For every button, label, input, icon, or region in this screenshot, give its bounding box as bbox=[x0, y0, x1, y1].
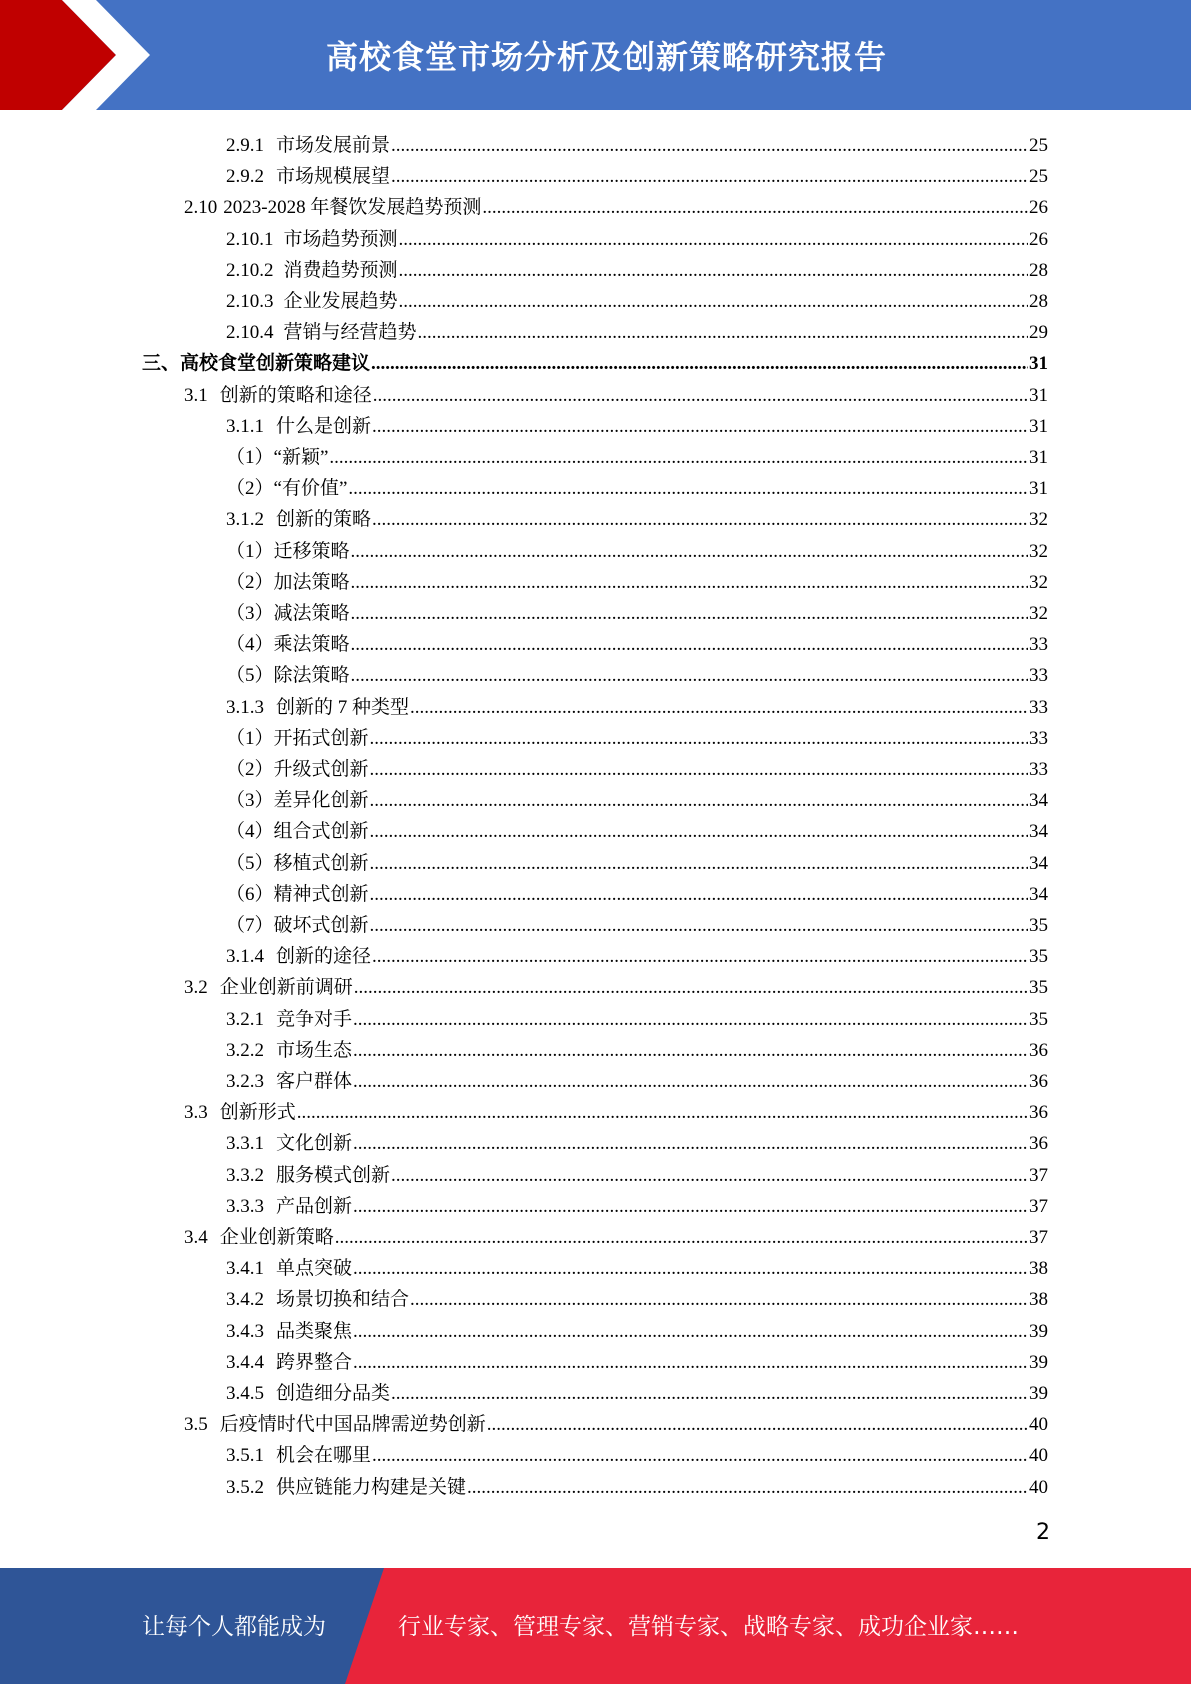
toc-entry-title: “有价值” bbox=[273, 478, 348, 500]
toc-dot-leader bbox=[372, 1445, 1028, 1467]
toc-dot-leader bbox=[391, 135, 1028, 157]
toc-entry-page: 26 bbox=[1029, 228, 1048, 250]
toc-entry-title: 创新的途径 bbox=[276, 946, 372, 968]
toc-entry-title: 市场规模展望 bbox=[276, 166, 391, 188]
toc-entry-number: 3.4.3 bbox=[226, 1320, 264, 1342]
toc-entry-page: 33 bbox=[1029, 727, 1048, 749]
toc-entry[interactable] bbox=[226, 906, 1048, 937]
toc-entry-title: 什么是创新 bbox=[276, 415, 372, 437]
toc-entry-page: 32 bbox=[1029, 571, 1048, 593]
toc-entry-number: （2） bbox=[226, 571, 274, 593]
toc-entry-page: 25 bbox=[1029, 166, 1048, 188]
toc-dot-leader bbox=[353, 1040, 1028, 1062]
toc-entry-number: 3.4 bbox=[184, 1227, 208, 1248]
toc-entry-title: 升级式创新 bbox=[273, 759, 369, 780]
toc-entry-title: 开拓式创新 bbox=[273, 727, 369, 749]
toc-entry[interactable] bbox=[226, 1312, 1048, 1343]
toc-dot-leader bbox=[391, 1383, 1028, 1405]
toc-entry-page: 33 bbox=[1029, 759, 1048, 780]
toc-dot-leader bbox=[410, 697, 1028, 719]
toc-entry-title: 机会在哪里 bbox=[276, 1445, 372, 1467]
toc-dot-leader bbox=[329, 447, 1028, 469]
toc-entry-number: 3.2.1 bbox=[226, 1008, 264, 1030]
toc-entry-title: 产品创新 bbox=[276, 1195, 353, 1217]
toc-entry-number: （2） bbox=[226, 478, 274, 500]
toc-entry-page: 29 bbox=[1029, 322, 1048, 344]
toc-dot-leader bbox=[373, 385, 1028, 407]
toc-dot-leader bbox=[418, 322, 1028, 344]
toc-entry-number: 3.4.2 bbox=[226, 1289, 264, 1311]
toc-entry-title: 高校食堂创新策略建议 bbox=[180, 353, 371, 375]
toc-entry[interactable] bbox=[226, 1468, 1048, 1499]
toc-entry-title: 企业发展趋势 bbox=[283, 291, 398, 312]
toc-entry-number: 3.1.4 bbox=[226, 946, 264, 968]
toc-entry-title: 创新的策略 bbox=[276, 509, 372, 531]
toc-entry[interactable] bbox=[226, 1343, 1048, 1374]
toc-entry-number: 3.3.2 bbox=[226, 1164, 264, 1186]
toc-entry[interactable] bbox=[226, 1280, 1048, 1311]
toc-dot-leader bbox=[410, 1289, 1028, 1311]
toc-entry-page: 40 bbox=[1029, 1476, 1048, 1498]
toc-entry-number: 3.3 bbox=[184, 1102, 208, 1124]
toc-entry-page: 28 bbox=[1029, 259, 1048, 281]
toc-entry[interactable] bbox=[226, 563, 1048, 594]
toc-entry-page: 37 bbox=[1029, 1164, 1048, 1186]
toc-entry-page: 35 bbox=[1029, 977, 1048, 999]
toc-dot-leader bbox=[335, 1227, 1028, 1249]
toc-dot-leader bbox=[370, 884, 1028, 906]
toc-dot-leader bbox=[351, 634, 1028, 656]
toc-entry[interactable] bbox=[184, 1405, 1048, 1436]
toc-dot-leader bbox=[370, 915, 1028, 937]
toc-entry-number: 2.9.2 bbox=[226, 166, 264, 188]
toc-entry-title: “新颖” bbox=[273, 447, 329, 468]
toc-dot-leader bbox=[353, 1071, 1028, 1093]
toc-entry-number: （3） bbox=[226, 603, 274, 624]
toc-entry[interactable] bbox=[226, 1000, 1048, 1031]
toc-entry-number: （4） bbox=[226, 821, 274, 843]
toc-entry-page: 38 bbox=[1029, 1258, 1048, 1280]
toc-entry-page: 35 bbox=[1029, 1008, 1048, 1030]
toc-entry[interactable] bbox=[226, 656, 1048, 687]
toc-entry-page: 36 bbox=[1029, 1071, 1048, 1092]
toc-dot-leader bbox=[370, 759, 1028, 781]
toc-dot-leader bbox=[399, 260, 1028, 282]
toc-entry-number: 3.3.1 bbox=[226, 1133, 264, 1155]
toc-dot-leader bbox=[351, 665, 1028, 687]
toc-entry-title: 创新形式 bbox=[219, 1102, 296, 1124]
toc-entry-title: 市场发展前景 bbox=[276, 135, 391, 156]
toc-entry-title: 创新的 7 种类型 bbox=[276, 696, 410, 718]
toc-entry[interactable] bbox=[226, 594, 1048, 625]
toc-entry-number: 2.10.1 bbox=[226, 228, 274, 250]
toc-dot-leader bbox=[353, 1133, 1028, 1155]
footer-slogan-right: 行业专家、管理专家、营销专家、战略专家、成功企业家…… bbox=[398, 1614, 1019, 1640]
toc-entry-title: 文化创新 bbox=[276, 1133, 353, 1155]
toc-entry-title: 企业创新策略 bbox=[219, 1227, 334, 1248]
toc-entry[interactable] bbox=[226, 812, 1048, 843]
toc-dot-leader bbox=[351, 572, 1028, 594]
toc-entry[interactable] bbox=[184, 376, 1048, 407]
toc-entry-title: 乘法策略 bbox=[273, 634, 350, 656]
toc-entry[interactable] bbox=[226, 126, 1048, 157]
toc-dot-leader bbox=[370, 853, 1028, 875]
toc-entry-number: 3.5.1 bbox=[226, 1445, 264, 1467]
toc-entry[interactable] bbox=[226, 1249, 1048, 1280]
toc-entry[interactable] bbox=[226, 688, 1048, 719]
toc-entry-title: 组合式创新 bbox=[273, 821, 369, 843]
toc-entry[interactable] bbox=[226, 750, 1048, 781]
toc-entry-page: 39 bbox=[1029, 1320, 1048, 1342]
toc-entry-title: 跨界整合 bbox=[276, 1351, 353, 1373]
toc-entry-number: （4） bbox=[226, 634, 274, 656]
toc-entry-number: 3.1.3 bbox=[226, 696, 264, 718]
toc-entry-page: 31 bbox=[1029, 415, 1048, 437]
toc-entry[interactable] bbox=[226, 500, 1048, 531]
toc-entry-number: 2.9.1 bbox=[226, 135, 264, 156]
toc-entry-number: （3） bbox=[226, 790, 274, 812]
toc-entry[interactable] bbox=[226, 313, 1048, 344]
toc-entry-number: 3.2.3 bbox=[226, 1071, 264, 1092]
toc-entry-title: 市场趋势预测 bbox=[283, 228, 398, 250]
toc-dot-leader bbox=[351, 541, 1028, 563]
toc-entry-page: 32 bbox=[1029, 603, 1048, 624]
header-banner bbox=[0, 0, 1191, 110]
toc-entry[interactable] bbox=[226, 469, 1048, 500]
toc-dot-leader bbox=[353, 1196, 1028, 1218]
toc-entry-number: 2.10.2 bbox=[226, 259, 274, 281]
toc-entry[interactable] bbox=[226, 719, 1048, 750]
toc-entry-page: 31 bbox=[1029, 353, 1048, 375]
toc-entry[interactable] bbox=[226, 532, 1048, 563]
toc-entry-page: 33 bbox=[1029, 634, 1048, 656]
report-title: 高校食堂市场分析及创新策略研究报告 bbox=[325, 38, 887, 76]
toc-entry[interactable] bbox=[226, 157, 1048, 188]
toc-entry-page: 36 bbox=[1029, 1102, 1048, 1124]
toc-entry-page: 35 bbox=[1029, 915, 1048, 936]
toc-entry-number: （7） bbox=[226, 915, 274, 936]
toc-entry-number: 2.10.3 bbox=[226, 291, 274, 312]
toc-dot-leader bbox=[353, 1352, 1028, 1374]
toc-entry-page: 34 bbox=[1029, 883, 1048, 905]
toc-dot-leader bbox=[371, 353, 1028, 375]
toc-entry-page: 26 bbox=[1029, 197, 1048, 219]
toc-entry[interactable] bbox=[184, 1218, 1048, 1249]
toc-dot-leader bbox=[297, 1102, 1028, 1124]
toc-entry-page: 36 bbox=[1029, 1039, 1048, 1061]
toc-entry-title: 移植式创新 bbox=[273, 852, 369, 874]
toc-entry-title: 营销与经营趋势 bbox=[283, 322, 417, 344]
toc-dot-leader bbox=[353, 1009, 1028, 1031]
toc-entry-page: 33 bbox=[1029, 696, 1048, 718]
toc-dot-leader bbox=[372, 416, 1028, 438]
toc-entry-page: 39 bbox=[1029, 1383, 1048, 1404]
toc-entry[interactable] bbox=[226, 1124, 1048, 1155]
toc-dot-leader bbox=[370, 821, 1028, 843]
toc-dot-leader bbox=[353, 1258, 1028, 1280]
toc-entry-number: 2.10 bbox=[184, 197, 218, 219]
toc-entry-number: 3.2.2 bbox=[226, 1039, 264, 1061]
toc-entry[interactable] bbox=[226, 875, 1048, 906]
toc-entry-page: 40 bbox=[1029, 1414, 1048, 1436]
footer-banner bbox=[0, 1568, 1191, 1684]
toc-entry-number: 3.4.5 bbox=[226, 1383, 264, 1404]
toc-entry[interactable] bbox=[184, 968, 1048, 999]
toc-entry-number: 3.1.1 bbox=[226, 415, 264, 437]
toc-dot-leader bbox=[467, 1477, 1028, 1499]
toc-entry-page: 39 bbox=[1029, 1351, 1048, 1373]
toc-entry-number: （1） bbox=[226, 540, 274, 562]
toc-entry-number: （2） bbox=[226, 759, 274, 780]
toc-entry[interactable] bbox=[226, 1436, 1048, 1467]
toc-entry[interactable] bbox=[226, 1031, 1048, 1062]
toc-entry-number: 3.1.2 bbox=[226, 509, 264, 531]
toc-entry-title: 企业创新前调研 bbox=[219, 977, 353, 999]
toc-entry-number: （5） bbox=[226, 665, 274, 687]
toc-entry-title: 创新的策略和途径 bbox=[219, 384, 372, 406]
toc-entry[interactable] bbox=[226, 1374, 1048, 1405]
toc-entry[interactable] bbox=[226, 438, 1048, 469]
toc-entry[interactable] bbox=[226, 407, 1048, 438]
page-number: 2 bbox=[1036, 1520, 1050, 1545]
toc-entry-page: 34 bbox=[1029, 852, 1048, 874]
toc-entry-title: 市场生态 bbox=[276, 1039, 353, 1061]
toc-entry[interactable] bbox=[226, 251, 1048, 282]
toc-entry-title: 供应链能力构建是关键 bbox=[276, 1476, 467, 1498]
toc-entry-title: 减法策略 bbox=[273, 603, 350, 624]
toc-dot-leader bbox=[372, 946, 1028, 968]
toc-entry-number: （1） bbox=[226, 727, 274, 749]
toc-entry-number: 2.10.4 bbox=[226, 322, 274, 344]
toc-entry-page: 35 bbox=[1029, 946, 1048, 968]
toc-entry-title: 品类聚焦 bbox=[276, 1320, 353, 1342]
toc-entry-page: 33 bbox=[1029, 665, 1048, 687]
toc-entry-title: 服务模式创新 bbox=[276, 1164, 391, 1186]
toc-dot-leader bbox=[348, 478, 1028, 500]
toc-entry-page: 31 bbox=[1029, 478, 1048, 500]
toc-entry-page: 34 bbox=[1029, 790, 1048, 812]
toc-entry-number: 3.4.1 bbox=[226, 1258, 264, 1280]
toc-dot-leader bbox=[391, 1165, 1028, 1187]
toc-entry-page: 37 bbox=[1029, 1195, 1048, 1217]
toc-dot-leader bbox=[354, 977, 1028, 999]
toc-entry-title: 消费趋势预测 bbox=[283, 259, 398, 281]
toc-entry-page: 31 bbox=[1029, 447, 1048, 468]
toc-entry-number: 3.5.2 bbox=[226, 1476, 264, 1498]
footer-slogan-left: 让每个人都能成为 bbox=[142, 1614, 326, 1640]
toc-entry-page: 31 bbox=[1029, 384, 1048, 406]
toc-entry-number: 3.4.4 bbox=[226, 1351, 264, 1373]
toc-dot-leader bbox=[372, 509, 1028, 531]
toc-entry[interactable] bbox=[226, 282, 1048, 313]
toc-dot-leader bbox=[351, 603, 1028, 625]
toc-entry-title: 客户群体 bbox=[276, 1071, 353, 1092]
toc-dot-leader bbox=[399, 229, 1028, 251]
toc-entry-number: 3.2 bbox=[184, 977, 208, 999]
toc-entry-page: 32 bbox=[1029, 509, 1048, 531]
toc-entry-number: 3.1 bbox=[184, 384, 208, 406]
toc-entry[interactable] bbox=[226, 1062, 1048, 1093]
toc-entry-page: 36 bbox=[1029, 1133, 1048, 1155]
toc-dot-leader bbox=[399, 291, 1028, 313]
toc-entry-page: 25 bbox=[1029, 135, 1048, 156]
toc-entry-number: （1） bbox=[226, 447, 274, 468]
toc-entry-number: 三、 bbox=[142, 353, 181, 375]
toc-dot-leader bbox=[487, 1414, 1028, 1436]
toc-entry[interactable] bbox=[184, 188, 1048, 219]
toc-entry-title: 加法策略 bbox=[273, 571, 350, 593]
toc-entry-title: 后疫情时代中国品牌需逆势创新 bbox=[219, 1414, 486, 1436]
toc-entry[interactable] bbox=[226, 220, 1048, 251]
toc-entry[interactable] bbox=[226, 625, 1048, 656]
toc-entry[interactable] bbox=[226, 844, 1048, 875]
toc-entry-page: 37 bbox=[1029, 1227, 1048, 1248]
toc-entry-title: 2023-2028 年餐饮发展趋势预测 bbox=[223, 197, 482, 219]
toc-entry-title: 差异化创新 bbox=[273, 790, 369, 812]
toc-entry[interactable] bbox=[226, 937, 1048, 968]
toc-entry[interactable] bbox=[226, 1156, 1048, 1187]
toc-entry-number: 3.5 bbox=[184, 1414, 208, 1436]
toc-dot-leader bbox=[353, 1321, 1028, 1343]
toc-entry-number: 3.3.3 bbox=[226, 1195, 264, 1217]
toc-entry-title: 创造细分品类 bbox=[276, 1383, 391, 1404]
toc-dot-leader bbox=[370, 790, 1028, 812]
toc-entry[interactable] bbox=[184, 1093, 1048, 1124]
toc-entry[interactable] bbox=[226, 1187, 1048, 1218]
toc-entry-page: 38 bbox=[1029, 1289, 1048, 1311]
toc-entry-title: 场景切换和结合 bbox=[276, 1289, 410, 1311]
toc-entry-title: 除法策略 bbox=[273, 665, 350, 687]
toc-entry-page: 34 bbox=[1029, 821, 1048, 843]
toc-dot-leader bbox=[482, 197, 1028, 219]
toc-dot-leader bbox=[391, 166, 1028, 188]
toc-entry-number: （6） bbox=[226, 883, 274, 905]
toc-dot-leader bbox=[370, 728, 1028, 750]
toc-entry-number: （5） bbox=[226, 852, 274, 874]
toc-entry-title: 单点突破 bbox=[276, 1258, 353, 1280]
toc-entry-title: 竞争对手 bbox=[276, 1008, 353, 1030]
toc-entry-title: 迁移策略 bbox=[273, 540, 350, 562]
toc-entry-page: 32 bbox=[1029, 540, 1048, 562]
toc-entry[interactable] bbox=[142, 344, 1048, 375]
toc-entry-page: 28 bbox=[1029, 291, 1048, 312]
toc-entry-title: 破坏式创新 bbox=[273, 915, 369, 936]
toc-entry[interactable] bbox=[226, 781, 1048, 812]
toc-entry-page: 40 bbox=[1029, 1445, 1048, 1467]
toc-entry-title: 精神式创新 bbox=[273, 883, 369, 905]
